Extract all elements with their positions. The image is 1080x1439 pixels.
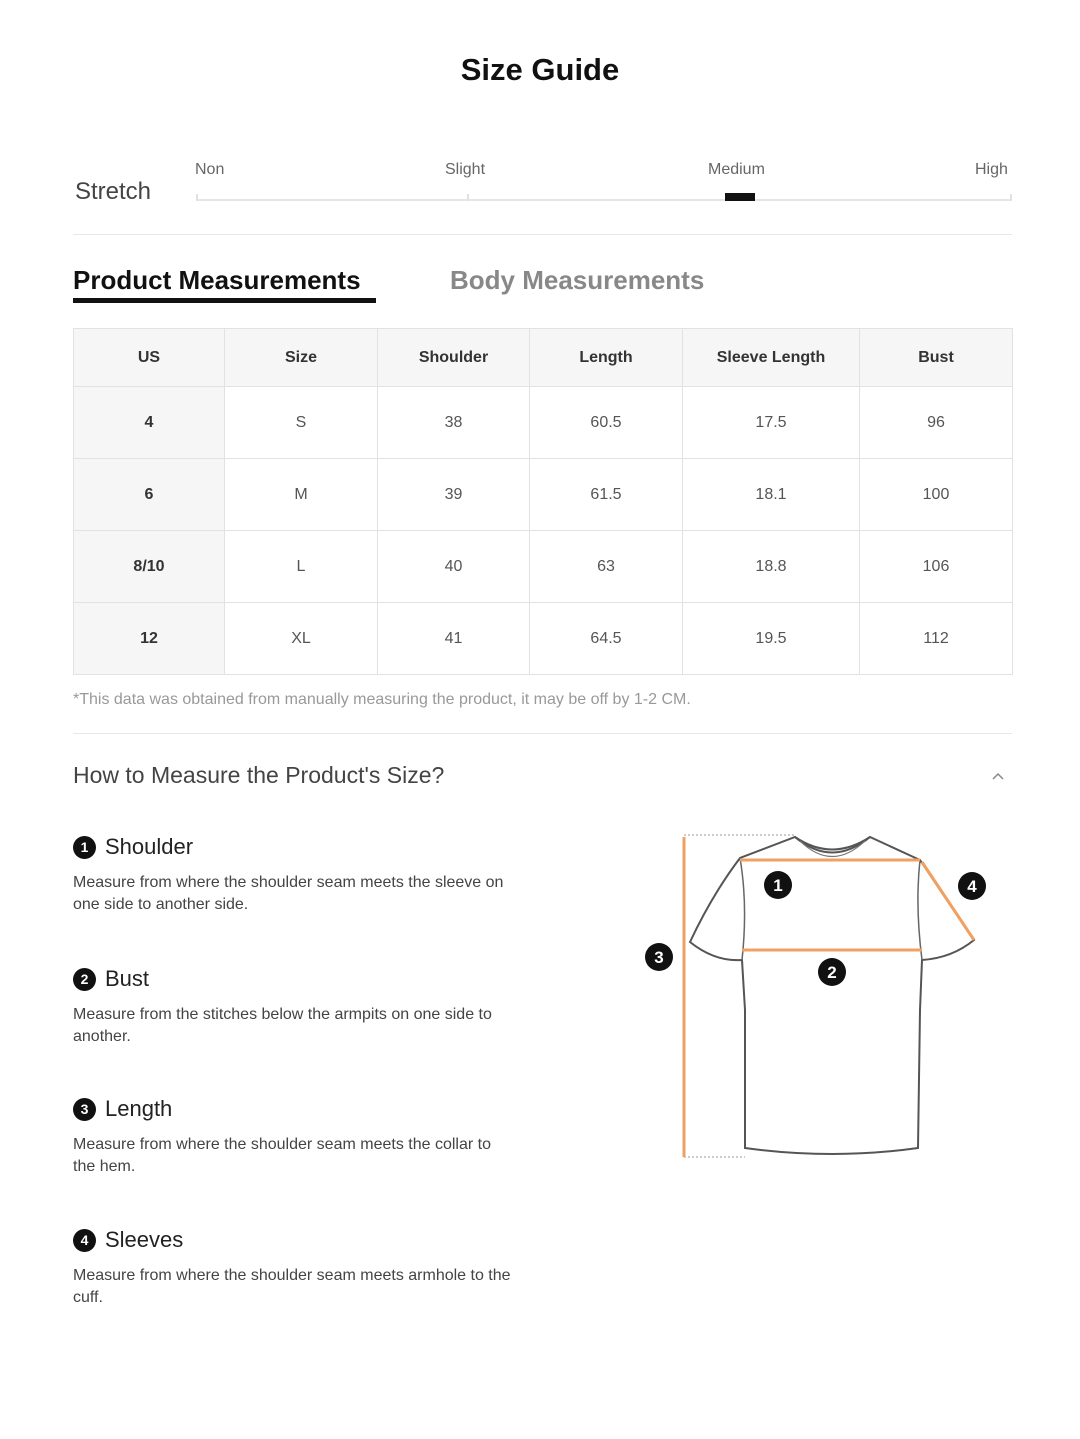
table-row xyxy=(74,603,1013,675)
table-cell: 100 xyxy=(860,459,1013,531)
step-title: Length xyxy=(105,1096,173,1121)
marker-label: 1 xyxy=(773,876,783,895)
measure-step-bust xyxy=(73,966,513,1048)
marker-4-badge xyxy=(958,872,986,900)
column-header-length: Length xyxy=(530,329,683,387)
table-header-row xyxy=(74,329,1013,387)
table-cell: 8/10 xyxy=(74,531,225,603)
chevron-up-icon[interactable] xyxy=(992,770,1004,782)
table-cell: 19.5 xyxy=(683,603,860,675)
step-description: Measure from where the shoulder seam meets the sleeve on one side to another side. xyxy=(73,874,504,913)
page-title: Size Guide xyxy=(460,52,620,87)
stretch-level-non: Non xyxy=(195,161,225,178)
table-cell: 106 xyxy=(860,531,1013,603)
measure-step-sleeves xyxy=(73,1227,513,1309)
step-title: Shoulder xyxy=(105,834,194,859)
table-cell: L xyxy=(225,531,378,603)
marker-2-badge xyxy=(818,958,846,986)
active-tab-indicator xyxy=(73,298,376,303)
table-cell: 39 xyxy=(378,459,530,531)
step-description: Measure from where the shoulder seam meets armhole to the cuff. xyxy=(73,1267,511,1306)
table-cell: 112 xyxy=(860,603,1013,675)
measure-step-shoulder xyxy=(73,834,513,916)
table-row xyxy=(74,459,1013,531)
table-cell: M xyxy=(225,459,378,531)
tab-product-measurements[interactable]: Product Measurements xyxy=(73,265,361,295)
table-row xyxy=(74,531,1013,603)
tshirt-outline xyxy=(690,837,974,1154)
stretch-level-medium: Medium xyxy=(708,161,765,178)
step-number-badge: 1 xyxy=(73,836,96,859)
measure-step-length xyxy=(73,1096,513,1178)
step-title: Sleeves xyxy=(105,1227,184,1252)
table-cell: 61.5 xyxy=(530,459,683,531)
tab-body-measurements[interactable]: Body Measurements xyxy=(450,265,705,295)
column-header-us: US xyxy=(74,329,225,387)
stretch-track xyxy=(196,199,1012,201)
table-cell: 96 xyxy=(860,387,1013,459)
table-cell: 60.5 xyxy=(530,387,683,459)
stretch-level-slight: Slight xyxy=(445,161,486,178)
marker-label: 2 xyxy=(827,963,837,982)
table-cell: XL xyxy=(225,603,378,675)
table-cell: 6 xyxy=(74,459,225,531)
stretch-tick xyxy=(467,194,469,201)
stretch-tick xyxy=(1010,194,1012,201)
column-header-sleeve-length: Sleeve Length xyxy=(683,329,860,387)
table-cell: 40 xyxy=(378,531,530,603)
tshirt-measurement-diagram xyxy=(640,828,1000,1168)
table-cell: 64.5 xyxy=(530,603,683,675)
column-header-size: Size xyxy=(225,329,378,387)
stretch-label: Stretch xyxy=(75,178,152,205)
step-number-badge: 2 xyxy=(73,968,96,991)
marker-1-badge xyxy=(764,871,792,899)
step-number-badge: 4 xyxy=(73,1229,96,1252)
size-table xyxy=(73,328,1013,675)
marker-label: 3 xyxy=(654,948,664,967)
table-cell: 4 xyxy=(74,387,225,459)
column-header-bust: Bust xyxy=(860,329,1013,387)
divider xyxy=(73,234,1012,235)
step-number-badge: 3 xyxy=(73,1098,96,1121)
table-cell: 17.5 xyxy=(683,387,860,459)
accordion-header[interactable]: How to Measure the Product's Size? xyxy=(73,762,445,788)
step-description: Measure from the stitches below the armpits on one side to another. xyxy=(73,1006,492,1045)
divider xyxy=(73,733,1012,734)
table-cell: 18.8 xyxy=(683,531,860,603)
column-header-shoulder: Shoulder xyxy=(378,329,530,387)
stretch-selected-marker xyxy=(725,193,755,201)
table-cell: 38 xyxy=(378,387,530,459)
measurement-disclaimer: *This data was obtained from manually measuring the product, it may be off by 1-2 CM. xyxy=(73,691,691,708)
stretch-level-high: High xyxy=(975,161,1008,178)
step-description: Measure from where the shoulder seam meets the collar to the hem. xyxy=(73,1136,491,1175)
table-cell: 12 xyxy=(74,603,225,675)
marker-label: 4 xyxy=(967,877,977,896)
table-cell: 63 xyxy=(530,531,683,603)
table-row xyxy=(74,387,1013,459)
table-cell: S xyxy=(225,387,378,459)
table-cell: 18.1 xyxy=(683,459,860,531)
table-cell: 41 xyxy=(378,603,530,675)
step-title: Bust xyxy=(105,966,150,991)
marker-3-badge xyxy=(645,943,673,971)
stretch-tick xyxy=(196,194,198,201)
